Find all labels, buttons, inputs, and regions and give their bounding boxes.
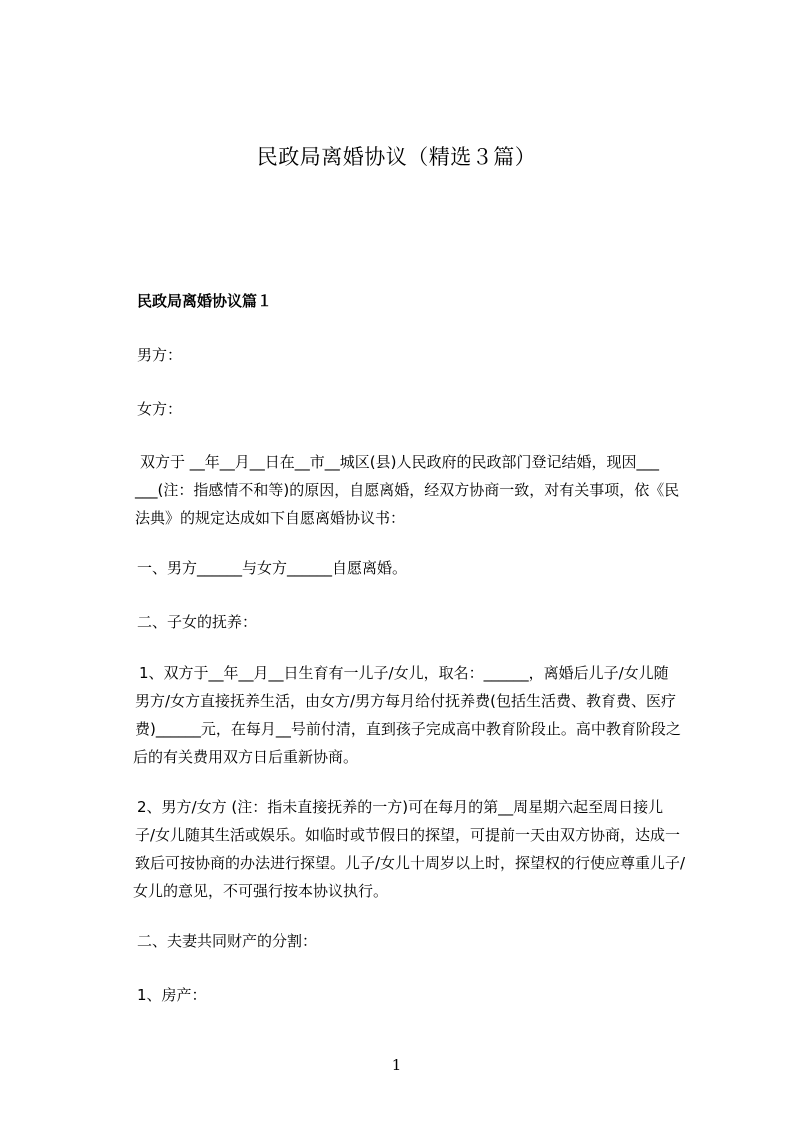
woman-label: 女方： [137, 400, 183, 418]
custody-line: 1、双方于__年__月__日生育有一儿子/女儿，取名：______，离婚后儿子/女儿随 [139, 664, 669, 682]
clause-one: 一、男方______与女方______自愿离婚。 [137, 559, 408, 577]
property-house-item: 1、房产： [137, 986, 207, 1004]
clause-two-heading: 二、子女的抚养： [137, 613, 258, 631]
intro-line: 双方于 __年__月__日在__市__城区(县)人民政府的民政部门登记结婚，现因___ [140, 453, 659, 471]
child-custody-paragraph [135, 659, 715, 771]
visitation-paragraph [135, 793, 715, 905]
custody-line: 后的有关费用双方日后重新协商。 [133, 748, 359, 766]
document-title: 民政局离婚协议（精选３篇） [256, 145, 537, 169]
visitation-line: 致后可按协商的办法进行探望。儿子/女儿十周岁以上时，探望权的行使应尊重儿子/ [135, 854, 686, 872]
intro-line: ___(注：指感情不和等)的原因，自愿离婚，经双方协商一致，对有关事项，依《民 [135, 481, 680, 499]
visitation-line: 女儿的意见，不可强行按本协议执行。 [133, 882, 389, 900]
visitation-line: 子/女儿随其生活或娱乐。如临时或节假日的探望，可提前一天由双方协商，达成一 [135, 826, 681, 844]
clause-three-heading: 二、夫妻共同财产的分割： [137, 932, 318, 950]
page-number: 1 [391, 1056, 402, 1074]
section-heading: 民政局离婚协议篇１ [137, 292, 273, 310]
custody-line: 男方/女方直接抚养生活，由女方/男方每月给付抚养费(包括生活费、教育费、医疗 [135, 692, 676, 710]
visitation-line: 2、男方/女方 (注：指未直接抚养的一方)可在每月的第__周星期六起至周日接儿 [137, 798, 664, 816]
intro-line: 法典》的规定达成如下自愿离婚协议书： [135, 509, 406, 527]
custody-line: 费)______元，在每月__号前付清，直到孩子完成高中教育阶段止。高中教育阶段之 [135, 720, 681, 738]
intro-paragraph [135, 448, 715, 532]
man-label: 男方： [137, 346, 183, 364]
